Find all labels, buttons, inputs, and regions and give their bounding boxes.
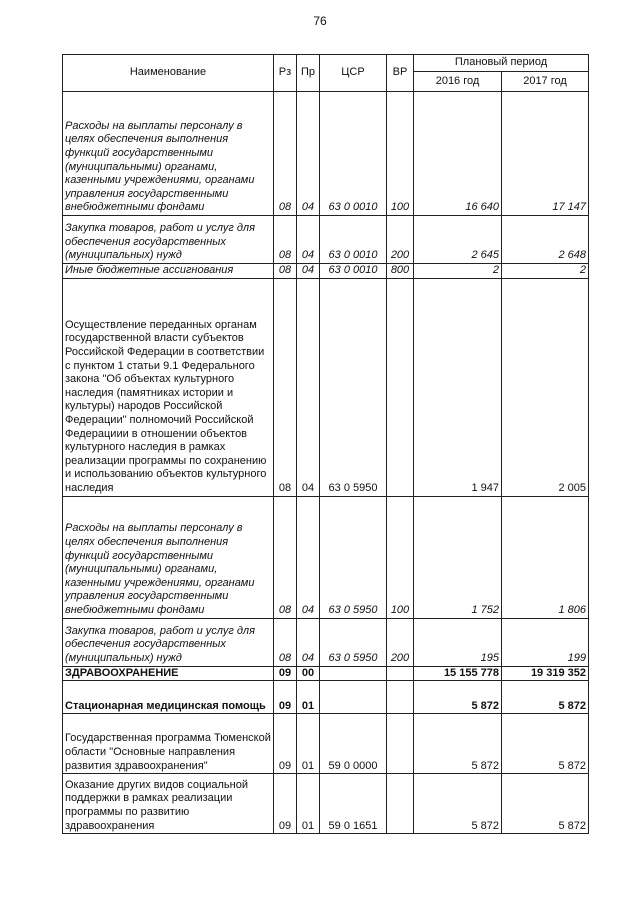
- row-csr: [320, 666, 387, 681]
- header-vr: ВР: [387, 55, 414, 92]
- row-csr: [320, 681, 387, 714]
- page-number: 76: [313, 14, 327, 28]
- row-name: Иные бюджетные ассигнования: [63, 264, 274, 279]
- row-rz: 08: [274, 618, 297, 666]
- row-vr: [387, 278, 414, 496]
- row-pr: 04: [297, 216, 320, 264]
- row-name: Закупка товаров, работ и услуг для обеспечения государственных (муниципальных) нужд: [63, 618, 274, 666]
- row-2016-value: 5 872: [414, 681, 502, 714]
- table-row: [63, 264, 589, 279]
- row-rz: 08: [274, 264, 297, 279]
- row-pr: 04: [297, 496, 320, 618]
- row-2016-value: 5 872: [414, 714, 502, 774]
- row-2017-value: 2 648: [502, 216, 589, 264]
- row-2017-value: 2 005: [502, 278, 589, 496]
- table-row: [63, 92, 589, 216]
- row-pr: 01: [297, 681, 320, 714]
- row-name: Осуществление переданных органам государственной власти субъектов Российской Федерации в соответствии с пунктом 1 статьи 9.1 Федерального закона "Об объектах культурного наследия (памятниках истории и культуры) народов Российской Федерации" полномочий Российской Федерациии в отношении объектов культурного наследия в рамках реализации программы по сохранению и использованию объектов культурного наследия: [63, 278, 274, 496]
- row-pr: 04: [297, 278, 320, 496]
- header-rz: Рз: [274, 55, 297, 92]
- row-2017-value: 5 872: [502, 681, 589, 714]
- row-2017-value: 5 872: [502, 774, 589, 834]
- table-row: [63, 666, 589, 681]
- row-2017-value: 2: [502, 264, 589, 279]
- row-2017-value: 17 147: [502, 92, 589, 216]
- row-rz: 09: [274, 666, 297, 681]
- row-pr: 01: [297, 774, 320, 834]
- row-name: Расходы на выплаты персоналу в целях обеспечения выполнения функций государственными (муниципальными) органами, казенными учреждениями, органами управления государственными внебюджетными фондами: [63, 92, 274, 216]
- row-csr: 63 0 0010: [320, 92, 387, 216]
- row-vr: [387, 774, 414, 834]
- row-rz: 09: [274, 774, 297, 834]
- row-2017-value: 5 872: [502, 714, 589, 774]
- table-row: [63, 681, 589, 714]
- row-vr: 100: [387, 92, 414, 216]
- row-2017-value: 199: [502, 618, 589, 666]
- row-name: Оказание других видов социальной поддержки в рамках реализации программы по развитию здравоохранения: [63, 774, 274, 834]
- row-2016-value: 195: [414, 618, 502, 666]
- row-name: Государственная программа Тюменской области "Основные направления развития здравоохранения": [63, 714, 274, 774]
- row-2016-value: 2: [414, 264, 502, 279]
- table-row: [63, 278, 589, 496]
- table-row: [63, 774, 589, 834]
- row-rz: 08: [274, 278, 297, 496]
- row-2017-value: 19 319 352: [502, 666, 589, 681]
- row-2016-value: 2 645: [414, 216, 502, 264]
- row-2016-value: 5 872: [414, 774, 502, 834]
- row-csr: 59 0 1651: [320, 774, 387, 834]
- table-row: [63, 618, 589, 666]
- header-name: Наименование: [63, 55, 274, 92]
- header-period: Плановый период: [414, 55, 589, 72]
- row-rz: 08: [274, 216, 297, 264]
- row-vr: 200: [387, 216, 414, 264]
- row-2016-value: 16 640: [414, 92, 502, 216]
- header-year-2017: 2017 год: [502, 72, 589, 92]
- row-csr: 63 0 5950: [320, 278, 387, 496]
- row-pr: 04: [297, 264, 320, 279]
- table-row: [63, 496, 589, 618]
- row-2017-value: 1 806: [502, 496, 589, 618]
- row-rz: 09: [274, 681, 297, 714]
- row-name: Закупка товаров, работ и услуг для обеспечения государственных (муниципальных) нужд: [63, 216, 274, 264]
- table-row: [63, 216, 589, 264]
- row-vr: 200: [387, 618, 414, 666]
- row-rz: 08: [274, 92, 297, 216]
- row-pr: 00: [297, 666, 320, 681]
- row-name: Стационарная медицинская помощь: [63, 681, 274, 714]
- row-2016-value: 15 155 778: [414, 666, 502, 681]
- row-2016-value: 1 947: [414, 278, 502, 496]
- row-csr: 63 0 5950: [320, 618, 387, 666]
- row-vr: 800: [387, 264, 414, 279]
- row-csr: 63 0 0010: [320, 264, 387, 279]
- budget-table: [62, 54, 589, 834]
- row-csr: 59 0 0000: [320, 714, 387, 774]
- row-2016-value: 1 752: [414, 496, 502, 618]
- row-csr: 63 0 0010: [320, 216, 387, 264]
- table-row: [63, 714, 589, 774]
- row-vr: 100: [387, 496, 414, 618]
- row-vr: [387, 681, 414, 714]
- row-pr: 04: [297, 92, 320, 216]
- row-vr: [387, 666, 414, 681]
- row-pr: 04: [297, 618, 320, 666]
- row-vr: [387, 714, 414, 774]
- row-pr: 01: [297, 714, 320, 774]
- row-rz: 08: [274, 496, 297, 618]
- header-pr: Пр: [297, 55, 320, 92]
- row-csr: 63 0 5950: [320, 496, 387, 618]
- header-csr: ЦСР: [320, 55, 387, 92]
- row-name: ЗДРАВООХРАНЕНИЕ: [63, 666, 274, 681]
- row-rz: 09: [274, 714, 297, 774]
- row-name: Расходы на выплаты персоналу в целях обеспечения выполнения функций государственными (муниципальными) органами, казенными учреждениями, органами управления государственными внебюджетными фондами: [63, 496, 274, 618]
- header-year-2016: 2016 год: [414, 72, 502, 92]
